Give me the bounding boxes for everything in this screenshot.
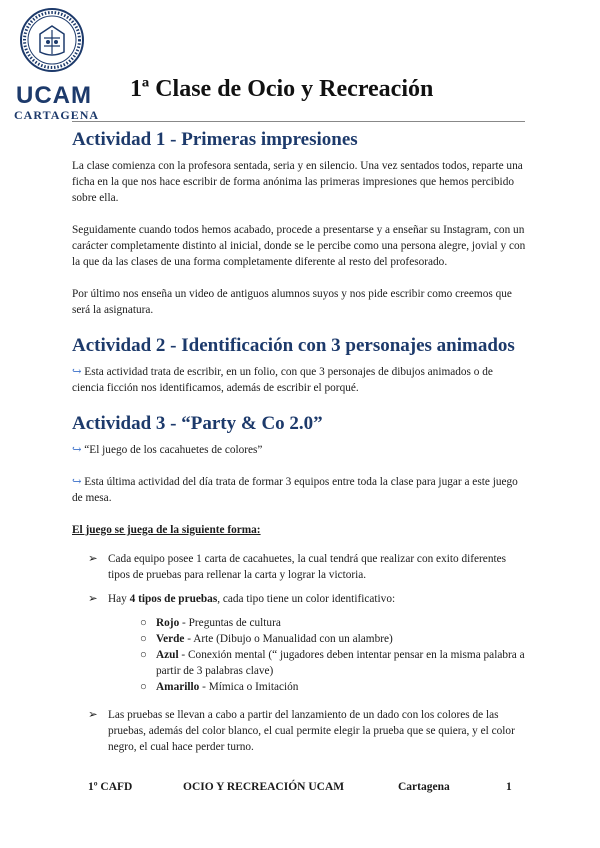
footer-city: Cartagena <box>398 781 450 793</box>
test-description: - Conexión mental (“ jugadores deben intentar pensar en la misma palabra a partir de 3 palabras clave) <box>156 649 525 677</box>
circle-bullet-icon: ○ <box>140 617 147 629</box>
page-number: 1 <box>506 781 512 793</box>
activity3-paragraph <box>72 442 527 458</box>
list-item <box>88 551 527 583</box>
test-description: - Mímica o Imitación <box>199 681 299 693</box>
test-description: - Arte (Dibujo o Manualidad con un alambre) <box>184 633 393 645</box>
list-item <box>88 591 527 695</box>
footer-course: 1º CAFD <box>88 781 133 793</box>
bullet-text: Las pruebas se llevan a cabo a partir del lanzamiento de un dado con los colores de las pruebas, además del color blanco, el cual permite elegir la prueba que se quiera, y el color negro, el cual hace perder turno. <box>108 709 515 753</box>
activity3-heading: Actividad 3 - “Party & Co 2.0” <box>72 413 323 434</box>
activity2-heading: Actividad 2 - Identificación con 3 personajes animados <box>72 335 515 356</box>
circle-bullet-icon: ○ <box>140 649 147 661</box>
circle-bullet-icon: ○ <box>140 681 147 693</box>
brand <box>14 82 100 122</box>
tests-list <box>108 615 527 695</box>
brand-main: UCAM <box>16 82 92 109</box>
activity1-paragraph: Seguidamente cuando todos hemos acabado, procede a presentarse y a enseñar su Instagram, con un carácter completamente distinto al inicial, donde se le percibe como una persona alegre, jovial y con la que da las clases de una forma completamente diferente al resto del profesorado. <box>72 224 526 268</box>
list-item <box>140 615 527 631</box>
activity3-text: “El juego de los cacahuetes de colores” <box>81 444 263 456</box>
bullet-text: Hay <box>108 593 130 605</box>
list-item <box>88 707 527 755</box>
list-item <box>140 679 527 695</box>
list-item <box>140 631 527 647</box>
return-arrow-icon: ↪ <box>72 366 82 378</box>
document-body <box>72 126 527 755</box>
activity1-paragraph: La clase comienza con la profesora sentada, seria y en silencio. Una vez sentados todos, reparte una ficha en la que nos hace escribir de forma anónima las primeras impresiones que hemos percibido sobre ella. <box>72 160 523 204</box>
activity1-heading: Actividad 1 - Primeras impresiones <box>72 129 358 150</box>
bullet-text: Cada equipo posee 1 carta de cacahuetes, la cual tendrá que realizar con exito diferentes tipos de pruebas para rellenar la carta y lograr la victoria. <box>108 553 507 581</box>
brand-sub: CARTAGENA <box>14 108 100 122</box>
page-title: 1ª Clase de Ocio y Recreación <box>130 76 434 102</box>
activity2-paragraph <box>72 364 527 396</box>
circle-bullet-icon: ○ <box>140 633 147 645</box>
test-color: Amarillo <box>156 681 200 693</box>
rules-heading: El juego se juega de la siguiente forma: <box>72 524 261 536</box>
arrow-bullet-icon: ➢ <box>88 709 98 721</box>
header-divider <box>72 121 525 122</box>
activity2-text: Esta actividad trata de escribir, en un folio, con que 3 personajes de dibujos animados o de ciencia ficción nos identificamos, además de escribir el porqué. <box>72 366 493 394</box>
footer-subject: OCIO Y RECREACIÓN UCAM <box>183 781 345 793</box>
test-description: - Preguntas de cultura <box>179 617 281 629</box>
list-item <box>140 647 527 679</box>
university-seal-logo <box>20 8 84 72</box>
rules-list <box>72 551 527 755</box>
test-color: Rojo <box>156 617 180 629</box>
arrow-bullet-icon: ➢ <box>88 593 98 605</box>
activity1-paragraph: Por último nos enseña un video de antiguos alumnos suyos y nos pide escribir como creemos que será la asignatura. <box>72 288 512 316</box>
test-color: Verde <box>156 633 185 645</box>
return-arrow-icon: ↪ <box>72 444 82 456</box>
bullet-bold-text: 4 tipos de pruebas <box>129 593 218 605</box>
return-arrow-icon: ↪ <box>72 476 82 488</box>
arrow-bullet-icon: ➢ <box>88 553 98 565</box>
test-color: Azul <box>156 649 179 661</box>
activity3-paragraph <box>72 474 527 506</box>
activity3-text: Esta última actividad del día trata de formar 3 equipos entre toda la clase para jugar a este juego de mesa. <box>72 476 518 504</box>
bullet-text: , cada tipo tiene un color identificativo: <box>217 593 396 605</box>
